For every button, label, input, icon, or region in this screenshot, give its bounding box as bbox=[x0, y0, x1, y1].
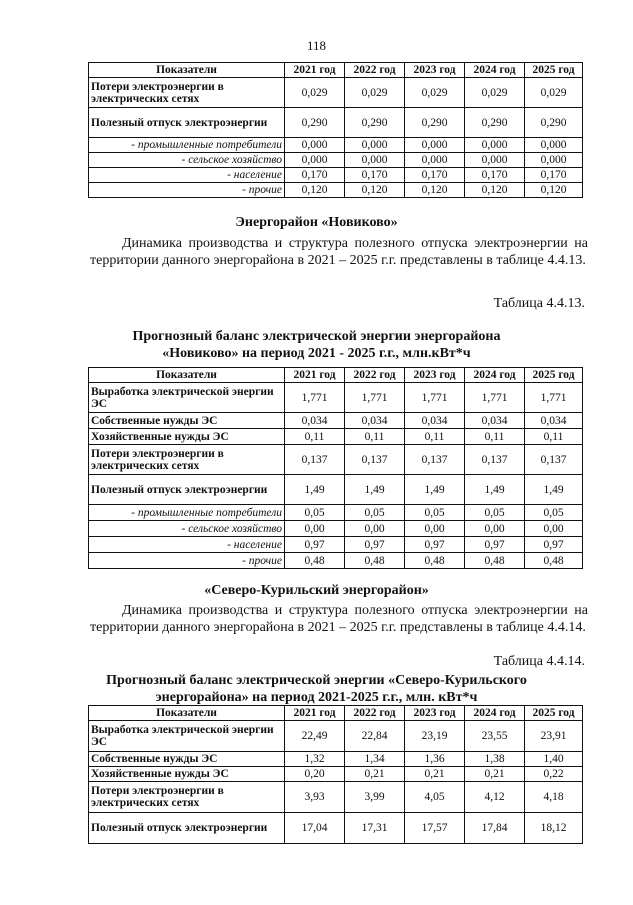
cell-value: 0,48 bbox=[525, 553, 583, 569]
table-header-row bbox=[89, 368, 583, 383]
cell-value: 0,48 bbox=[285, 553, 345, 569]
cell-value: 0,05 bbox=[285, 505, 345, 521]
cell-value: 23,91 bbox=[525, 721, 583, 752]
cell-value: 0,97 bbox=[405, 537, 465, 553]
table-row bbox=[89, 537, 583, 553]
table-row bbox=[89, 752, 583, 767]
table-row bbox=[89, 108, 583, 138]
cell-value: 17,04 bbox=[285, 813, 345, 844]
header-year: 2024 год bbox=[465, 63, 525, 78]
header-year: 2021 год bbox=[285, 368, 345, 383]
cell-value: 0,11 bbox=[285, 429, 345, 445]
cell-value: 0,97 bbox=[345, 537, 405, 553]
cell-value: 0,137 bbox=[525, 445, 583, 475]
header-year: 2023 год bbox=[405, 706, 465, 721]
cell-value: 0,290 bbox=[465, 108, 525, 138]
table-title-4-4-14-line2: энергорайона» на период 2021-2025 г.г., млн. кВт*ч bbox=[155, 690, 478, 705]
cell-value: 0,00 bbox=[285, 521, 345, 537]
table-row bbox=[89, 782, 583, 813]
cell-value: 0,00 bbox=[405, 521, 465, 537]
header-year: 2024 год bbox=[465, 706, 525, 721]
cell-value: 17,84 bbox=[465, 813, 525, 844]
cell-value: 0,21 bbox=[465, 767, 525, 782]
cell-value: 17,31 bbox=[345, 813, 405, 844]
row-label: - сельское хозяйство bbox=[89, 521, 285, 537]
cell-value: 1,38 bbox=[465, 752, 525, 767]
cell-value: 0,11 bbox=[465, 429, 525, 445]
cell-value: 0,029 bbox=[405, 78, 465, 108]
header-year: 2022 год bbox=[345, 368, 405, 383]
header-year: 2023 год bbox=[405, 368, 465, 383]
cell-value: 0,034 bbox=[525, 413, 583, 429]
table-4-4-13 bbox=[88, 367, 583, 569]
cell-value: 0,000 bbox=[405, 138, 465, 153]
cell-value: 1,771 bbox=[525, 383, 583, 413]
cell-value: 1,49 bbox=[285, 475, 345, 505]
table-row bbox=[89, 78, 583, 108]
cell-value: 23,55 bbox=[465, 721, 525, 752]
cell-value: 1,49 bbox=[465, 475, 525, 505]
row-label: Потери электроэнергии в электрических сетях bbox=[89, 78, 285, 108]
table-row bbox=[89, 721, 583, 752]
cell-value: 0,97 bbox=[465, 537, 525, 553]
cell-value: 0,000 bbox=[465, 153, 525, 168]
cell-value: 0,170 bbox=[285, 168, 345, 183]
cell-value: 0,00 bbox=[345, 521, 405, 537]
cell-value: 0,48 bbox=[465, 553, 525, 569]
cell-value: 1,771 bbox=[465, 383, 525, 413]
cell-value: 0,05 bbox=[525, 505, 583, 521]
cell-value: 0,170 bbox=[465, 168, 525, 183]
cell-value: 1,771 bbox=[345, 383, 405, 413]
row-label: - промышленные потребители bbox=[89, 505, 285, 521]
cell-value: 0,029 bbox=[525, 78, 583, 108]
header-indicator: Показатели bbox=[89, 63, 285, 78]
cell-value: 1,36 bbox=[405, 752, 465, 767]
cell-value: 0,034 bbox=[345, 413, 405, 429]
table-row bbox=[89, 475, 583, 505]
cell-value: 0,000 bbox=[285, 153, 345, 168]
cell-value: 0,120 bbox=[525, 183, 583, 198]
cell-value: 1,49 bbox=[525, 475, 583, 505]
page-number: 118 bbox=[306, 38, 327, 53]
cell-value: 0,029 bbox=[345, 78, 405, 108]
table-caption-4-4-13: Таблица 4.4.13. bbox=[493, 296, 585, 311]
cell-value: 0,11 bbox=[345, 429, 405, 445]
cell-value: 23,19 bbox=[405, 721, 465, 752]
cell-value: 1,49 bbox=[345, 475, 405, 505]
cell-value: 0,029 bbox=[285, 78, 345, 108]
cell-value: 0,170 bbox=[405, 168, 465, 183]
table-row bbox=[89, 813, 583, 844]
cell-value: 0,170 bbox=[345, 168, 405, 183]
cell-value: 0,120 bbox=[465, 183, 525, 198]
cell-value: 0,029 bbox=[465, 78, 525, 108]
cell-value: 0,034 bbox=[285, 413, 345, 429]
row-label: Потери электроэнергии в электрических сетях bbox=[89, 445, 285, 475]
cell-value: 0,48 bbox=[345, 553, 405, 569]
row-label: Выработка электрической энергии ЭС bbox=[89, 383, 285, 413]
section-paragraph-severo-kurilsky bbox=[90, 602, 588, 636]
cell-value: 1,771 bbox=[405, 383, 465, 413]
section-heading-novikovo: Энергорайон «Новиково» bbox=[235, 215, 398, 230]
table-row bbox=[89, 767, 583, 782]
cell-value: 0,000 bbox=[405, 153, 465, 168]
header-indicator: Показатели bbox=[89, 706, 285, 721]
table-row bbox=[89, 138, 583, 153]
cell-value: 0,137 bbox=[405, 445, 465, 475]
cell-value: 0,137 bbox=[285, 445, 345, 475]
cell-value: 4,18 bbox=[525, 782, 583, 813]
cell-value: 0,290 bbox=[345, 108, 405, 138]
cell-value: 1,32 bbox=[285, 752, 345, 767]
cell-value: 0,120 bbox=[345, 183, 405, 198]
row-label: - промышленные потребители bbox=[89, 138, 285, 153]
row-label: - сельское хозяйство bbox=[89, 153, 285, 168]
cell-value: 0,137 bbox=[345, 445, 405, 475]
header-year: 2025 год bbox=[525, 368, 583, 383]
cell-value: 0,000 bbox=[525, 153, 583, 168]
row-label: - прочие bbox=[89, 183, 285, 198]
cell-value: 0,11 bbox=[525, 429, 583, 445]
table-4-4-14 bbox=[88, 705, 583, 844]
row-label: - прочие bbox=[89, 553, 285, 569]
cell-value: 1,49 bbox=[405, 475, 465, 505]
cell-value: 0,000 bbox=[345, 138, 405, 153]
cell-value: 0,000 bbox=[525, 138, 583, 153]
cell-value: 0,22 bbox=[525, 767, 583, 782]
row-label: - население bbox=[89, 537, 285, 553]
cell-value: 0,290 bbox=[525, 108, 583, 138]
cell-value: 0,97 bbox=[525, 537, 583, 553]
table-caption-4-4-14: Таблица 4.4.14. bbox=[493, 654, 585, 669]
cell-value: 0,20 bbox=[285, 767, 345, 782]
cell-value: 4,12 bbox=[465, 782, 525, 813]
table-balance-continued bbox=[88, 62, 583, 198]
row-label: - население bbox=[89, 168, 285, 183]
header-year: 2025 год bbox=[525, 63, 583, 78]
table-row bbox=[89, 413, 583, 429]
cell-value: 0,290 bbox=[285, 108, 345, 138]
header-year: 2021 год bbox=[285, 63, 345, 78]
cell-value: 0,05 bbox=[345, 505, 405, 521]
cell-value: 0,000 bbox=[345, 153, 405, 168]
cell-value: 0,120 bbox=[405, 183, 465, 198]
table-header-row bbox=[89, 706, 583, 721]
table-row bbox=[89, 383, 583, 413]
cell-value: 22,84 bbox=[345, 721, 405, 752]
row-label: Хозяйственные нужды ЭС bbox=[89, 767, 285, 782]
cell-value: 0,05 bbox=[465, 505, 525, 521]
header-indicator: Показатели bbox=[89, 368, 285, 383]
row-label: Потери электроэнергии в электрических сетях bbox=[89, 782, 285, 813]
cell-value: 0,034 bbox=[465, 413, 525, 429]
row-label: Полезный отпуск электроэнергии bbox=[89, 813, 285, 844]
cell-value: 0,290 bbox=[405, 108, 465, 138]
cell-value: 0,97 bbox=[285, 537, 345, 553]
table-row bbox=[89, 168, 583, 183]
cell-value: 0,11 bbox=[405, 429, 465, 445]
table-title-4-4-13-line1: Прогнозный баланс электрической энергии энергорайона bbox=[132, 329, 501, 344]
cell-value: 17,57 bbox=[405, 813, 465, 844]
section-heading-severo-kurilsky: «Северо-Курильский энергорайон» bbox=[204, 583, 429, 598]
table-row bbox=[89, 183, 583, 198]
cell-value: 0,48 bbox=[405, 553, 465, 569]
header-year: 2025 год bbox=[525, 706, 583, 721]
table-row bbox=[89, 553, 583, 569]
header-year: 2021 год bbox=[285, 706, 345, 721]
cell-value: 3,93 bbox=[285, 782, 345, 813]
header-year: 2023 год bbox=[405, 63, 465, 78]
header-year: 2022 год bbox=[345, 706, 405, 721]
paragraph-text: Динамика производства и структура полезного отпуска электроэнергии на территории данного энергорайона в 2021 – 2025 г.г. представлены в таблице 4.4.14. bbox=[90, 603, 588, 635]
table-header-row bbox=[89, 63, 583, 78]
cell-value: 0,05 bbox=[405, 505, 465, 521]
cell-value: 3,99 bbox=[345, 782, 405, 813]
cell-value: 0,000 bbox=[465, 138, 525, 153]
cell-value: 22,49 bbox=[285, 721, 345, 752]
cell-value: 1,40 bbox=[525, 752, 583, 767]
cell-value: 0,00 bbox=[525, 521, 583, 537]
cell-value: 18,12 bbox=[525, 813, 583, 844]
table-row bbox=[89, 445, 583, 475]
table-row bbox=[89, 153, 583, 168]
cell-value: 1,34 bbox=[345, 752, 405, 767]
row-label: Собственные нужды ЭС bbox=[89, 413, 285, 429]
cell-value: 0,00 bbox=[465, 521, 525, 537]
cell-value: 0,137 bbox=[465, 445, 525, 475]
cell-value: 0,21 bbox=[345, 767, 405, 782]
row-label: Хозяйственные нужды ЭС bbox=[89, 429, 285, 445]
table-row bbox=[89, 521, 583, 537]
table-row bbox=[89, 505, 583, 521]
table-title-4-4-13-line2: «Новиково» на период 2021 - 2025 г.г., млн.кВт*ч bbox=[162, 346, 471, 361]
section-paragraph-novikovo bbox=[90, 235, 588, 269]
row-label: Полезный отпуск электроэнергии bbox=[89, 108, 285, 138]
row-label: Собственные нужды ЭС bbox=[89, 752, 285, 767]
cell-value: 0,034 bbox=[405, 413, 465, 429]
cell-value: 0,000 bbox=[285, 138, 345, 153]
cell-value: 4,05 bbox=[405, 782, 465, 813]
table-row bbox=[89, 429, 583, 445]
header-year: 2024 год bbox=[465, 368, 525, 383]
row-label: Полезный отпуск электроэнергии bbox=[89, 475, 285, 505]
cell-value: 0,170 bbox=[525, 168, 583, 183]
row-label: Выработка электрической энергии ЭС bbox=[89, 721, 285, 752]
header-year: 2022 год bbox=[345, 63, 405, 78]
paragraph-text: Динамика производства и структура полезного отпуска электроэнергии на территории данного энергорайона в 2021 – 2025 г.г. представлены в таблице 4.4.13. bbox=[90, 236, 588, 268]
table-title-4-4-14-line1: Прогнозный баланс электрической энергии «Северо-Курильского bbox=[106, 673, 527, 688]
cell-value: 0,120 bbox=[285, 183, 345, 198]
cell-value: 1,771 bbox=[285, 383, 345, 413]
cell-value: 0,21 bbox=[405, 767, 465, 782]
